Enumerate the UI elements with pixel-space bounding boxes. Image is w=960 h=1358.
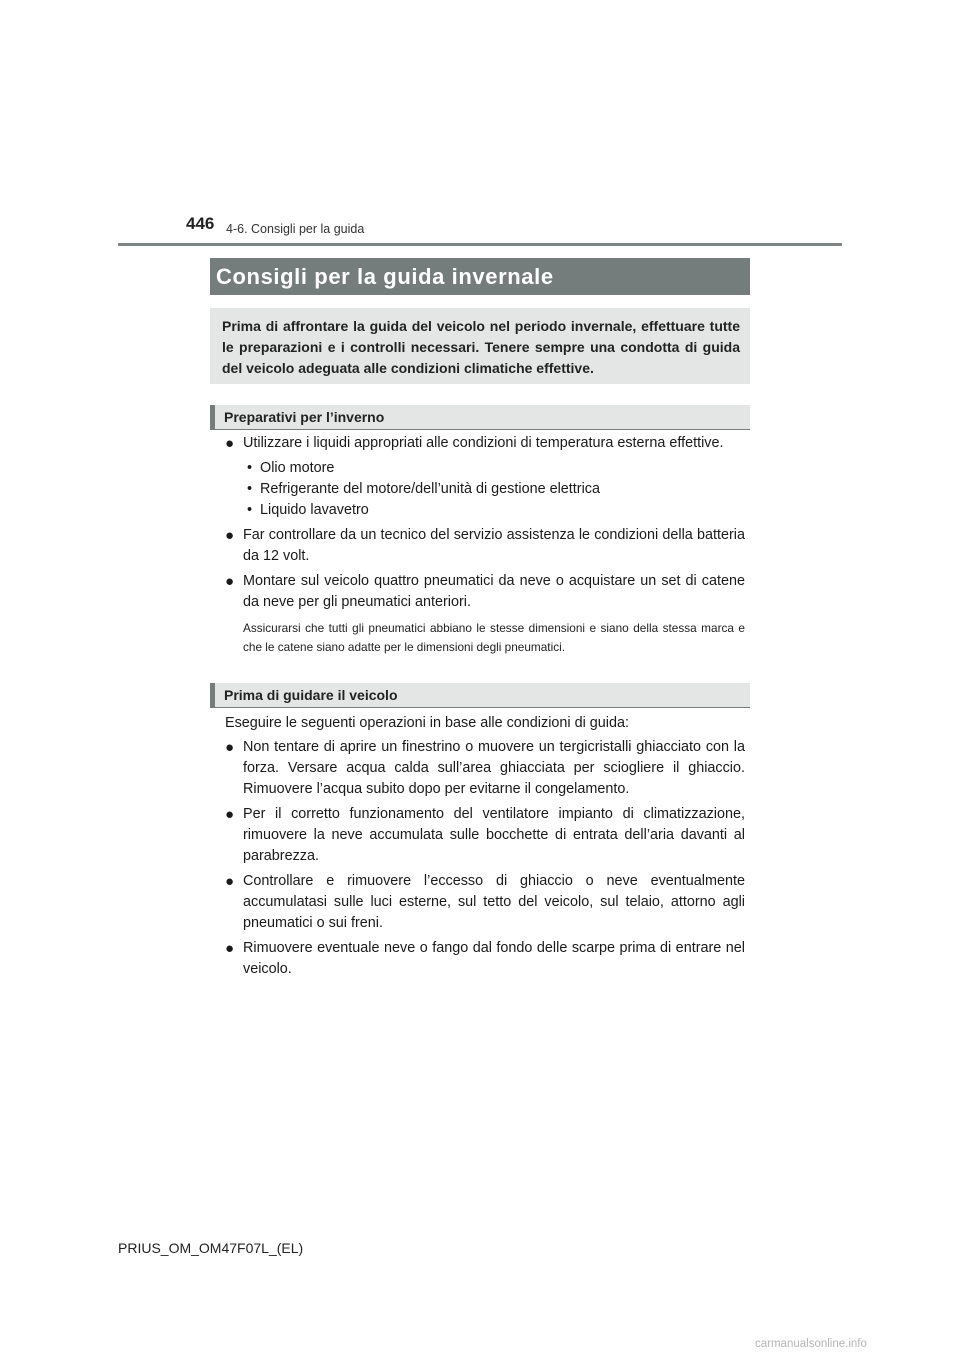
header-rule: [118, 243, 842, 246]
list-item-text: Controllare e rimuovere l’eccesso di ghiaccio o neve eventualmente accumulatasi sulle luci esterne, sul tetto del veicolo, sul telaio, attorno agli pneumatici o sui freni.: [243, 873, 745, 931]
list-item: [225, 525, 745, 567]
list-item: [225, 938, 745, 980]
document-code: PRIUS_OM_OM47F07L_(EL): [118, 1240, 304, 1256]
watermark: carmanualsonline.info: [755, 1338, 867, 1350]
bullet-icon: ●: [225, 435, 235, 452]
page-title: Consigli per la guida invernale: [210, 258, 750, 295]
bullet-icon: ●: [225, 806, 235, 823]
section-heading-winter-prep: Preparativi per l’inverno: [210, 405, 750, 430]
section-heading-before-driving: Prima di guidare il veicolo: [210, 683, 750, 708]
sub-list-item-text: Refrigerante del motore/dell’unità di gestione elettrica: [260, 481, 600, 497]
sub-list-item: [225, 458, 745, 479]
before-driving-content: [225, 713, 745, 984]
sub-list-item: [225, 500, 745, 521]
intro-box: Prima di affrontare la guida del veicolo nel periodo invernale, effettuare tutte le preparazioni e i controlli necessari. Tenere sempre una condotta di guida del veicolo adeguata alle condizioni climatiche effettive.: [210, 308, 750, 384]
sub-bullet-icon: •: [247, 481, 253, 497]
page-number: 446: [186, 214, 215, 233]
list-item: [225, 737, 745, 800]
winter-prep-content: [225, 433, 745, 657]
sub-list-item-text: Liquido lavavetro: [260, 502, 369, 518]
list-item-text: Non tentare di aprire un finestrino o muovere un tergicristalli ghiacciato con la forza. Versare acqua calda sull’area ghiacciata per sciogliere il ghiaccio. Rimuovere l’acqua subito dopo per evitarne il congelamento.: [243, 739, 745, 797]
list-item-text: Rimuovere eventuale neve o fango dal fondo delle scarpe prima di entrare nel veicolo.: [243, 940, 745, 977]
list-item: [225, 433, 745, 454]
bullet-icon: ●: [225, 739, 235, 756]
sub-list-item: [225, 479, 745, 500]
section-breadcrumb: 4-6. Consigli per la guida: [226, 222, 365, 236]
list-item-text: Montare sul veicolo quattro pneumatici da neve o acquistare un set di catene da neve per gli pneumatici anteriori.: [243, 573, 745, 610]
sub-bullet-icon: •: [247, 502, 253, 518]
note-text: Assicurarsi che tutti gli pneumatici abbiano le stesse dimensioni e siano della stessa marca e che le catene siano adatte per le dimensioni degli pneumatici.: [243, 621, 745, 654]
list-item: [225, 804, 745, 867]
lead-paragraph: Eseguire le seguenti operazioni in base alle condizioni di guida:: [225, 715, 630, 731]
list-item-text: Utilizzare i liquidi appropriati alle condizioni di temperatura esterna effettive.: [243, 435, 724, 451]
list-item: [225, 571, 745, 613]
list-item: [225, 871, 745, 934]
list-item-text: Per il corretto funzionamento del ventilatore impianto di climatizzazione, rimuovere la neve accumulata sulle bocchette di entrata dell’aria davanti al parabrezza.: [243, 806, 745, 864]
sub-bullet-icon: •: [247, 460, 253, 476]
bullet-icon: ●: [225, 940, 235, 957]
bullet-icon: ●: [225, 527, 235, 544]
bullet-icon: ●: [225, 573, 235, 590]
bullet-icon: ●: [225, 873, 235, 890]
list-item-text: Far controllare da un tecnico del servizio assistenza le condizioni della batteria da 12 volt.: [243, 527, 745, 564]
sub-list-item-text: Olio motore: [260, 460, 335, 476]
